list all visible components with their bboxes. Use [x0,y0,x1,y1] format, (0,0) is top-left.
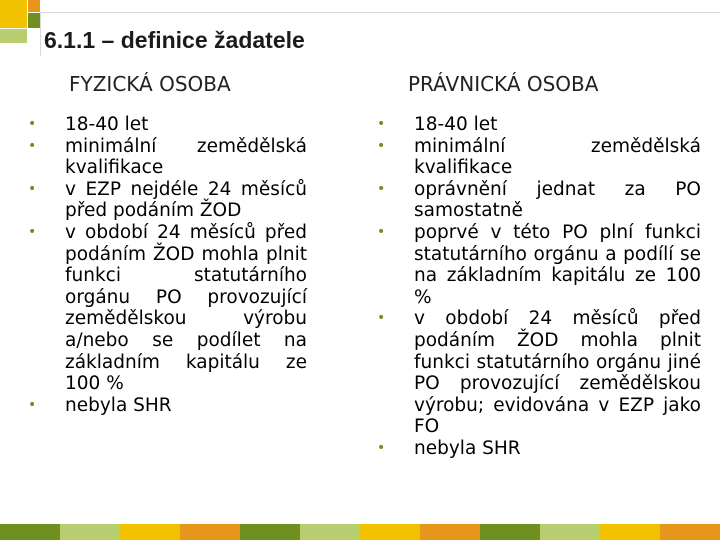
right-column-heading: PRÁVNICKÁ OSOBA [408,72,599,96]
list-item: • minimální zemědělská kvalifikace [377,136,701,179]
corner-square-light-green [0,29,27,43]
slide-title: 6.1.1 – definice žadatele [44,27,305,53]
list-item: • nebyla SHR [28,395,307,417]
bar-segment [0,524,60,540]
frame-line-top [40,12,720,13]
bar-segment [600,524,660,540]
list-item: • nebyla SHR [377,438,701,460]
list-item: • v období 24 měsíců před podáním ŽOD mohla plnit funkci statutárního orgánu PO provozující zemědělskou výrobu a/nebo se podílet na základním kapitálu ze 100 % [28,222,307,395]
bar-segment [540,524,600,540]
corner-square-yellow [0,0,27,28]
list-item: • oprávnění jednat za PO samostatně [377,179,701,222]
corner-square-orange [28,0,40,12]
bottom-color-bar [0,524,720,540]
list-item: • poprvé v této PO plní funkci statutárního orgánu a podílí se na základním kapitálu ze 100 % [377,222,701,308]
bar-segment [60,524,120,540]
list-item: • v EZP nejdéle 24 měsíců před podáním ŽOD [28,179,307,222]
left-bullet-list [28,114,307,416]
frame-line-left [40,12,41,56]
bar-segment [480,524,540,540]
list-item: • 18-40 let [377,114,701,136]
bar-segment [660,524,720,540]
list-item: • minimální zemědělská kvalifikace [28,136,307,179]
bar-segment [420,524,480,540]
bar-segment [240,524,300,540]
bar-segment [120,524,180,540]
bar-segment [360,524,420,540]
right-column [377,114,701,460]
bar-segment [300,524,360,540]
bar-segment [180,524,240,540]
list-item: • 18-40 let [28,114,307,136]
left-column [28,114,307,416]
right-bullet-list [377,114,701,460]
corner-square-green [28,13,40,28]
left-column-heading: FYZICKÁ OSOBA [69,72,231,96]
list-item: • v období 24 měsíců před podáním ŽOD mohla plnit funkci statutárního orgánu jiné PO provozující zemědělskou výrobu; evidována v EZP jako FO [377,308,701,438]
